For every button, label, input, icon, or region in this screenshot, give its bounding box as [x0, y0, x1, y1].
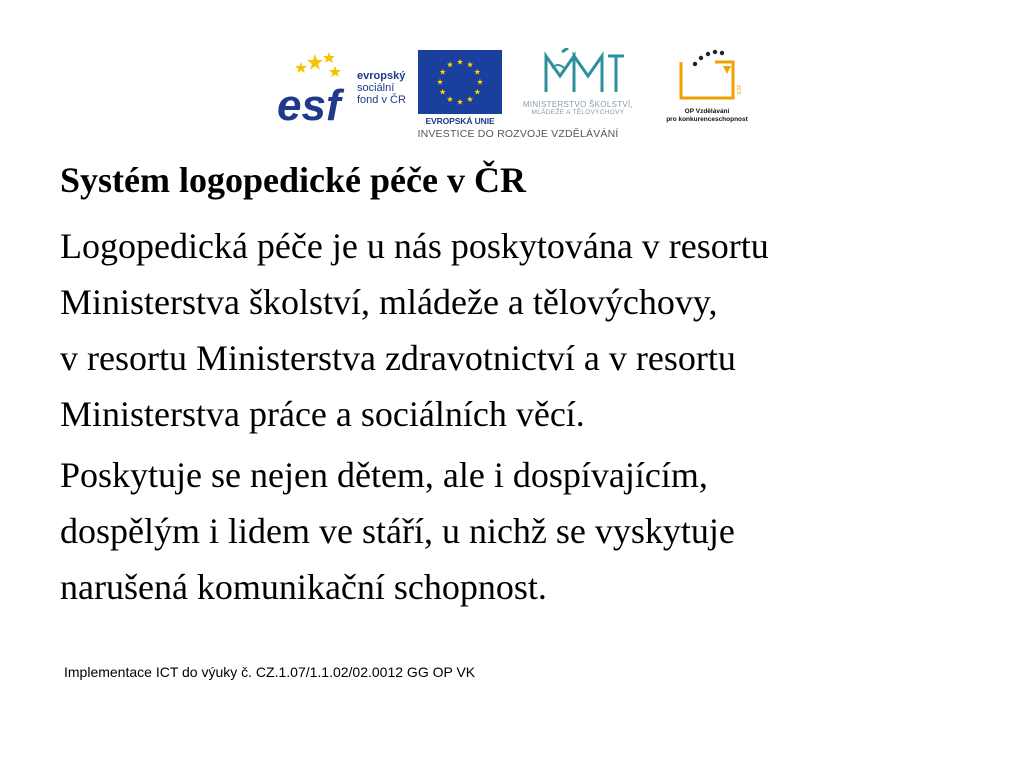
paragraph-1 — [60, 218, 769, 442]
op-line-1: OP Vzdělávání — [684, 108, 730, 115]
esf-line-1: evropský — [357, 70, 406, 82]
esf-mark-icon — [275, 48, 355, 128]
paragraph-1-line: v resortu Ministerstva zdravotnictví a v resortu — [60, 338, 736, 378]
paragraph-1-line: Ministerstva školství, mládeže a tělovýchovy, — [60, 282, 718, 322]
eu-flag-icon — [418, 50, 502, 114]
paragraph-1-line: Ministerstva práce a sociálních věcí. — [60, 394, 585, 434]
msmt-line-1: MINISTERSTVO ŠKOLSTVÍ, — [522, 100, 634, 109]
eu-caption: EVROPSKÁ UNIE — [425, 116, 495, 126]
investice-tagline: INVESTICE DO ROZVOJE VZDĚLÁVÁNÍ — [417, 128, 619, 140]
paragraph-2-line: dospělým i lidem ve stáří, u nichž se vyskytuje — [60, 511, 735, 551]
paragraph-2-line: narušená komunikační schopnost. — [60, 567, 547, 607]
esf-text — [357, 70, 421, 106]
paragraph-2 — [60, 447, 735, 615]
slide-title: Systém logopedické péče v ČR — [60, 160, 526, 200]
esf-line-2: sociální — [357, 82, 395, 94]
msmt-logo — [508, 48, 648, 128]
msmt-line-2: MLÁDEŽE A TĚLOVÝCHOVY — [531, 109, 625, 116]
op-mark-icon — [665, 46, 749, 106]
esf-logo — [275, 48, 415, 128]
msmt-mark-icon — [508, 48, 648, 98]
op-line-2: pro konkurenceschopnost — [666, 116, 748, 123]
svg-text:esf: esf — [277, 81, 341, 128]
logo-banner — [270, 40, 750, 145]
svg-text:ESF: ESF — [737, 84, 743, 94]
msmt-caption — [508, 100, 648, 116]
op-caption — [665, 108, 749, 124]
footer-text: Implementace ICT do výuky č. CZ.1.07/1.1.02/02.0012 GG OP VK — [64, 664, 476, 680]
eu-logo — [418, 50, 502, 130]
esf-line-3: fond v ČR — [357, 94, 406, 106]
paragraph-2-line: Poskytuje se nejen dětem, ale i dospívajícím, — [60, 455, 708, 495]
op-logo — [665, 46, 755, 130]
paragraph-1-line: Logopedická péče je u nás poskytována v resortu — [60, 226, 769, 266]
